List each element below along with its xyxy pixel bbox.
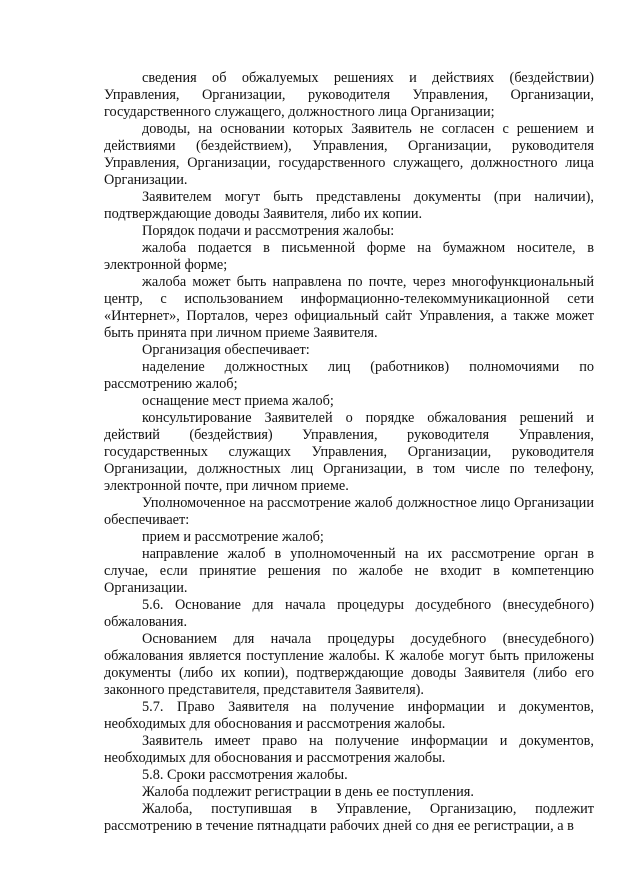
paragraph-receiving-complaints: прием и рассмотрение жалоб; (142, 529, 324, 545)
paragraph-arguments: доводы, на основании которых Заявитель не согласен с решением и действиями (бездействием), Управления, Организации, руководителя Управления, Организации, государственного служащего, должностного лица Организации. (104, 121, 594, 188)
section-5-8-heading: 5.8. Сроки рассмотрения жалобы. (142, 767, 348, 783)
paragraph-filing-procedure-heading: Порядок подачи и рассмотрения жалобы: (142, 223, 395, 239)
section-5-7-heading: 5.7. Право Заявителя на получение информации и документов, необходимых для обоснования и рассмотрения жалобы. (104, 699, 594, 732)
paragraph-organization-provides: Организация обеспечивает: (142, 342, 310, 358)
section-5-6-heading: 5.6. Основание для начала процедуры досудебного (внесудебного) обжалования. (104, 597, 594, 630)
paragraph-written-form: жалоба подается в письменной форме на бумажном носителе, в электронной форме; (104, 240, 594, 273)
paragraph-right-to-information: Заявитель имеет право на получение информации и документов, необходимых для обоснования и рассмотрения жалобы. (104, 733, 594, 766)
paragraph-authorized-official: Уполномоченное на рассмотрение жалоб должностное лицо Организации обеспечивает: (104, 495, 594, 528)
paragraph-grounds-for-appeal: Основанием для начала процедуры досудебного (внесудебного) обжалования является поступление жалобы. К жалобе могут быть приложены документы (либо их копии), подтверждающие доводы Заявителя (либо его законного представителя, представителя Заявителя). (104, 631, 594, 698)
paragraph-complaint-info: сведения об обжалуемых решениях и действиях (бездействии) Управления, Организации, руководителя Управления, Организации, государственного служащего, должностного лица Организации; (104, 70, 594, 120)
paragraph-registration-day: Жалоба подлежит регистрации в день ее поступления. (142, 784, 474, 800)
paragraph-reception-places: оснащение мест приема жалоб; (142, 393, 334, 409)
paragraph-supporting-documents: Заявителем могут быть представлены документы (при наличии), подтверждающие доводы Заявителя, либо их копии. (104, 189, 594, 222)
paragraph-submission-channels: жалоба может быть направлена по почте, через многофункциональный центр, с использованием информационно-телекоммуникационной сети «Интернет», Порталов, через официальный сайт Управления, а также может быть принята при личном приеме Заявителя. (104, 274, 594, 341)
document-page (104, 70, 594, 835)
paragraph-review-period: Жалоба, поступившая в Управление, Организацию, подлежит рассмотрению в течение пятнадцати рабочих дней со дня ее регистрации, а в (104, 801, 594, 834)
paragraph-consulting: консультирование Заявителей о порядке обжалования решений и действий (бездействия) Управления, руководителя Управления, государственных служащих Управления, Организации, руководителя Организации, должностных лиц Организации, в том числе по телефону, электронной почте, при личном приеме. (104, 410, 594, 494)
paragraph-forwarding-complaints: направление жалоб в уполномоченный на их рассмотрение орган в случае, если принятие решения по жалобе не входит в компетенцию Организации. (104, 546, 594, 596)
paragraph-authorizing-staff: наделение должностных лиц (работников) полномочиями по рассмотрению жалоб; (104, 359, 594, 392)
